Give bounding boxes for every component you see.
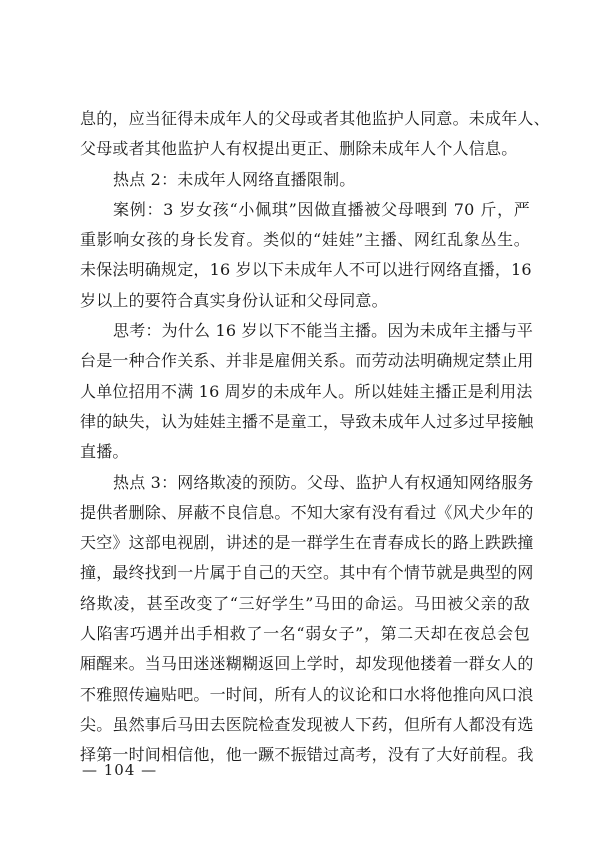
section-heading-hotspot-3: 热点 3：网络欺凌的预防。父母、监护人有权通知网络服务 <box>113 472 534 492</box>
section-heading-hotspot-2: 热点 2：未成年人网络直播限制。 <box>113 169 356 189</box>
text-line: 人单位招用不满 16 周岁的未成年人。所以娃娃主播正是利用法 <box>80 381 533 401</box>
page-number: — 104 — <box>82 761 158 779</box>
text-line: 岁以上的要符合真实身份认证和父母同意。 <box>80 290 388 310</box>
text-line: 撞，最终找到一片属于自己的天空。其中有个情节就是典型的网 <box>80 563 534 583</box>
text-line: 案例：3 岁女孩“小佩琪”因做直播被父母喂到 70 斤，严 <box>113 199 530 219</box>
text-line: 律的缺失，认为娃娃主播不是童工，导致未成年人过多过早接触 <box>80 411 534 431</box>
text-line: 直播。 <box>80 442 129 462</box>
text-line: 提供者删除、屏蔽不良信息。不知大家有没有看过《风犬少年的 <box>80 502 534 522</box>
text-line: 络欺凌，甚至改变了“三好学生”马田的命运。马田被父亲的敌 <box>80 593 530 613</box>
body-text <box>80 104 550 771</box>
text-line: 台是一种合作关系、并非是雇佣关系。而劳动法明确规定禁止用 <box>80 351 534 371</box>
text-line: 息的，应当征得未成年人的父母或者其他监护人同意。未成年人、 <box>80 109 550 128</box>
text-line: 厢醒来。当马田迷迷糊糊返回上学时，却发现他搂着一群女人的 <box>80 654 534 674</box>
text-line: 重影响女孩的身长发育。类似的“娃娃”主播、网红乱象丛生。 <box>80 230 530 250</box>
text-line: 未保法明确规定，16 岁以下未成年人不可以进行网络直播，16 <box>80 260 532 280</box>
text-line: 天空》这部电视剧，讲述的是一群学生在青春成长的路上跌跌撞 <box>80 533 534 553</box>
text-line: 不雅照传遍贴吧。一时间，所有人的议论和口水将他推向风口浪 <box>80 684 534 704</box>
text-line: 人陷害巧遇并出手相救了一名“弱女子”，第二天却在夜总会包 <box>80 624 530 644</box>
text-line: 尖。虽然事后马田去医院检查发现被人下药，但所有人都没有选 <box>80 714 534 734</box>
text-line: 父母或者其他监护人有权提出更正、删除未成年人个人信息。 <box>80 139 518 159</box>
text-line: 择第一时间相信他，他一蹶不振错过高考，没有了大好前程。我 <box>80 745 534 765</box>
text-line: 思考：为什么 16 岁以下不能当主播。因为未成年主播与平 <box>113 321 534 341</box>
